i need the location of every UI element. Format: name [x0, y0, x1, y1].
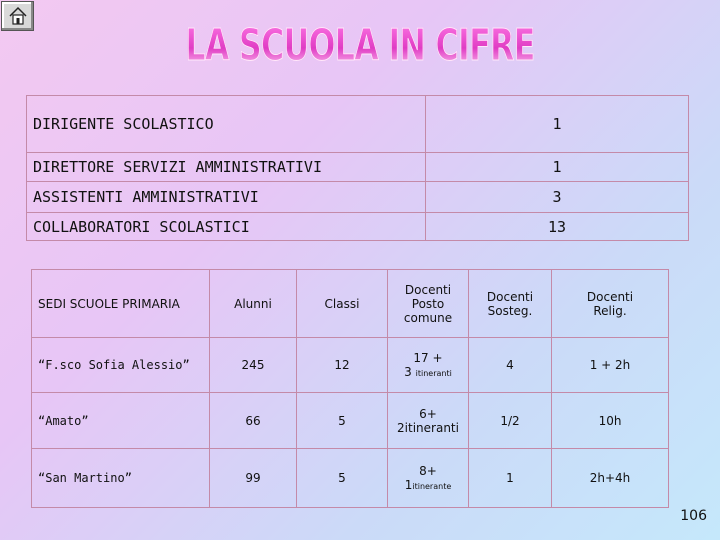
sede-cell: “Amato” — [32, 393, 210, 449]
table-row — [32, 338, 669, 393]
staff-table — [26, 95, 689, 241]
table-row — [27, 213, 689, 241]
staff-value: 1 — [426, 153, 689, 182]
table-row — [27, 182, 689, 213]
col-header-classi: Classi — [297, 270, 388, 338]
schools-table — [31, 269, 669, 508]
alunni-cell: 245 — [210, 338, 297, 393]
alunni-cell: 66 — [210, 393, 297, 449]
alunni-cell: 99 — [210, 449, 297, 508]
col-header-alunni: Alunni — [210, 270, 297, 338]
col-header-sede: SEDI SCUOLE PRIMARIA — [32, 270, 210, 338]
relig-cell: 10h — [552, 393, 669, 449]
staff-label: ASSISTENTI AMMINISTRATIVI — [27, 182, 426, 213]
posto-cell: 6+ 2itineranti — [388, 393, 469, 449]
classi-cell: 5 — [297, 393, 388, 449]
col-header-docenti-relig: Docenti Relig. — [552, 270, 669, 338]
relig-cell: 2h+4h — [552, 449, 669, 508]
col-header-docenti-sosteg: Docenti Sosteg. — [469, 270, 552, 338]
table-header-row — [32, 270, 669, 338]
staff-value: 3 — [426, 182, 689, 213]
table-row — [27, 153, 689, 182]
staff-value: 13 — [426, 213, 689, 241]
table-row — [32, 393, 669, 449]
sede-cell: “F.sco Sofia Alessio” — [32, 338, 210, 393]
staff-label: DIRETTORE SERVIZI AMMINISTRATIVI — [27, 153, 426, 182]
home-icon — [8, 6, 28, 26]
staff-value: 1 — [426, 96, 689, 153]
home-button[interactable] — [1, 1, 34, 31]
page-title: LA SCUOLA IN CIFRE — [101, 20, 619, 71]
sosteg-cell: 1 — [469, 449, 552, 508]
table-row — [27, 96, 689, 153]
classi-cell: 5 — [297, 449, 388, 508]
relig-cell: 1 + 2h — [552, 338, 669, 393]
page-number: 106 — [680, 508, 707, 524]
sosteg-cell: 4 — [469, 338, 552, 393]
col-header-docenti-posto: Docenti Posto comune — [388, 270, 469, 338]
staff-label: COLLABORATORI SCOLASTICI — [27, 213, 426, 241]
staff-label: DIRIGENTE SCOLASTICO — [27, 96, 426, 153]
sosteg-cell: 1/2 — [469, 393, 552, 449]
classi-cell: 12 — [297, 338, 388, 393]
posto-cell: 8+ 1itinerante — [388, 449, 469, 508]
table-row — [32, 449, 669, 508]
sede-cell: “San Martino” — [32, 449, 210, 508]
posto-cell: 17 + 3 itineranti — [388, 338, 469, 393]
